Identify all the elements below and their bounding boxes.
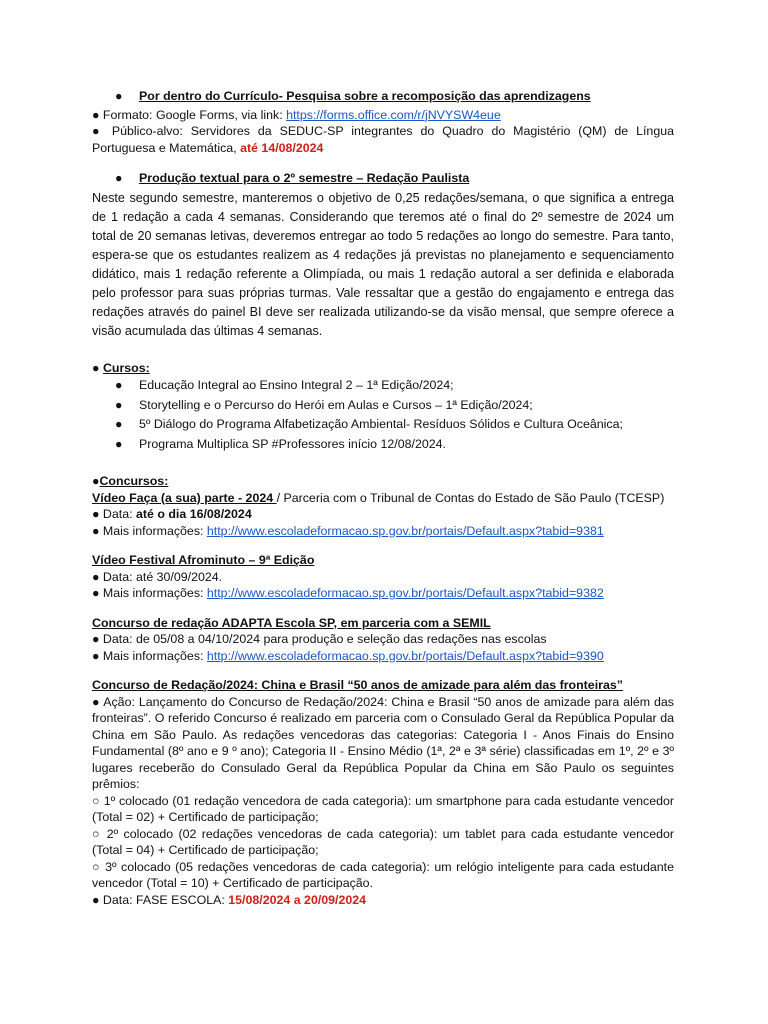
info-label: ● Mais informações:	[92, 586, 207, 600]
data-value: 15/08/2024 a 20/09/2024	[228, 892, 367, 907]
list-item	[92, 415, 674, 435]
concurso-4-data	[92, 892, 674, 909]
curriculo-publico	[92, 123, 674, 156]
redacao-section-heading	[92, 169, 674, 189]
curriculo-section-heading	[92, 87, 674, 107]
concurso-1-info	[92, 523, 674, 540]
concurso-3-title: Concurso de redação ADAPTA Escola SP, em parceria com a SEMIL	[92, 615, 491, 630]
concurso-2-info	[92, 585, 674, 602]
bullet-icon: ●	[115, 417, 123, 431]
concurso-3-data: ● Data: de 05/08 a 04/10/2024 para produção e seleção das redações nas escolas	[92, 632, 547, 646]
list-item	[92, 376, 674, 396]
curso-item-label: 5º Diálogo do Programa Alfabetização Ambiental- Resíduos Sólidos e Cultura Oceânica;	[139, 417, 623, 431]
concurso-3-info	[92, 648, 674, 665]
bullet-icon: ●	[115, 436, 123, 451]
data-label: ● Data: FASE ESCOLA:	[92, 892, 229, 907]
concurso-4-acao: ● Ação: Lançamento do Concurso de Redação/2024: China e Brasil “50 anos de amizade para além das fronteiras”. O referido Concurso é realizado em parceria com o Consulado Geral da República Popular da China em São Paulo. As redações vencedoras das categorias: Categoria I - Anos Finais do Ensino Fundamental (8º ano e 9 º ano); Categoria II - Ensino Médio (1ª, 2ª e 3ª série) classificadas em 1º, 2º e 3º lugares receberão do Consulado Geral da República Popular da China em São Paulo os seguintes prêmios:	[92, 694, 674, 791]
concurso-4-premio-1: ○ 1º colocado (01 redação vencedora de cada categoria): um smartphone para cada estudante vencedor (Total = 02) + Certificado de participação;	[92, 793, 674, 824]
data-value: até o dia 16/08/2024	[135, 507, 252, 521]
curso-item-label: Programa Multiplica SP #Professores início 12/08/2024.	[139, 436, 446, 451]
concurso-4-premio-3: ○ 3º colocado (05 redações vencedoras de cada categoria): um relógio inteligente para cada estudante vencedor (Total = 10) + Certificado de participação.	[92, 859, 674, 890]
bullet-icon: ●	[115, 378, 123, 392]
concurso-1-title: Vídeo Faça (a sua) parte - 2024	[92, 490, 277, 505]
info-label: ● Mais informações:	[92, 523, 207, 538]
concurso-2-data: ● Data: até 30/09/2024.	[92, 569, 223, 584]
forms-link[interactable]: https://forms.office.com/r/jNVYSW4eue	[286, 107, 501, 122]
concurso-1-link[interactable]: http://www.escoladeformacao.sp.gov.br/portais/Default.aspx?tabid=9381	[206, 523, 604, 538]
concurso-4-title: Concurso de Redação/2024: China e Brasil “50 anos de amizade para além das fronteiras”	[92, 678, 623, 692]
concurso-1-partner: / Parceria com o Tribunal de Contas do Estado de São Paulo (TCESP)	[276, 490, 665, 505]
curso-item-label: Educação Integral ao Ensino Integral 2 – 1ª Edição/2024;	[139, 378, 454, 392]
concurso-1-data	[92, 506, 674, 523]
bullet-icon: ●	[92, 474, 100, 488]
bullet-icon: ●	[115, 397, 123, 412]
concursos-heading	[92, 473, 674, 490]
concurso-3-link[interactable]: http://www.escoladeformacao.sp.gov.br/portais/Default.aspx?tabid=9390	[206, 648, 604, 663]
document-page	[92, 87, 674, 908]
bullet-icon: ●	[115, 171, 123, 185]
curriculo-formato	[92, 107, 674, 124]
concurso-2-title: Vídeo Festival Afrominuto – 9ª Edição	[92, 553, 315, 567]
concurso-1-title-line	[92, 490, 674, 507]
redacao-title: Produção textual para o 2º semestre – Redação Paulista	[139, 171, 470, 185]
concursos-title: Concursos:	[99, 474, 169, 488]
list-item	[92, 396, 674, 416]
list-item	[92, 435, 674, 455]
info-label: ● Mais informações:	[92, 648, 207, 663]
formato-label: ● Formato: Google Forms, via link:	[92, 107, 287, 122]
publico-text: ● Público-alvo: Servidores da SEDUC-SP integrantes do Quadro do Magistério (QM) de Língua Portuguesa e Matemática,	[92, 124, 674, 155]
cursos-title: Cursos:	[102, 360, 150, 375]
bullet-icon: ●	[115, 89, 123, 103]
data-label: ● Data:	[92, 507, 136, 521]
redacao-paragraph: Neste segundo semestre, manteremos o objetivo de 0,25 redações/semana, o que significa a entrega de 1 redação a cada 4 semanas. Considerando que teremos até o final do 2º semestre de 2024 um total de 20 semanas letivas, deveremos entregar ao todo 5 redações ao longo do semestre. Para tanto, espera-se que os estudantes realizem as 4 redações já previstas no planejamento e sequenciamento didático, mais 1 redação referente a Olimpíada, ou mais 1 redação autoral a ser definida e elaborada pelo professor para suas próprias turmas. Vale ressaltar que a gestão do engajamento e entrega das redações através do painel BI deve ser realizada utilizando-se da visão mensal, que sempre oferece a visão acumulada das últimas 4 semanas.	[92, 190, 674, 338]
publico-deadline: até 14/08/2024	[240, 140, 324, 155]
concurso-4-premio-2: ○ 2º colocado (02 redações vencedoras de cada categoria): um tablet para cada estudante vencedor (Total = 04) + Certificado de participação;	[92, 826, 674, 857]
curriculo-title: Por dentro do Currículo- Pesquisa sobre a recomposição das aprendizagens	[139, 89, 591, 103]
cursos-heading	[92, 360, 674, 377]
bullet-icon: ●	[92, 360, 103, 375]
concurso-2-link[interactable]: http://www.escoladeformacao.sp.gov.br/portais/Default.aspx?tabid=9382	[206, 586, 604, 600]
curso-item-label: Storytelling e o Percurso do Herói em Aulas e Cursos – 1ª Edição/2024;	[139, 397, 533, 412]
